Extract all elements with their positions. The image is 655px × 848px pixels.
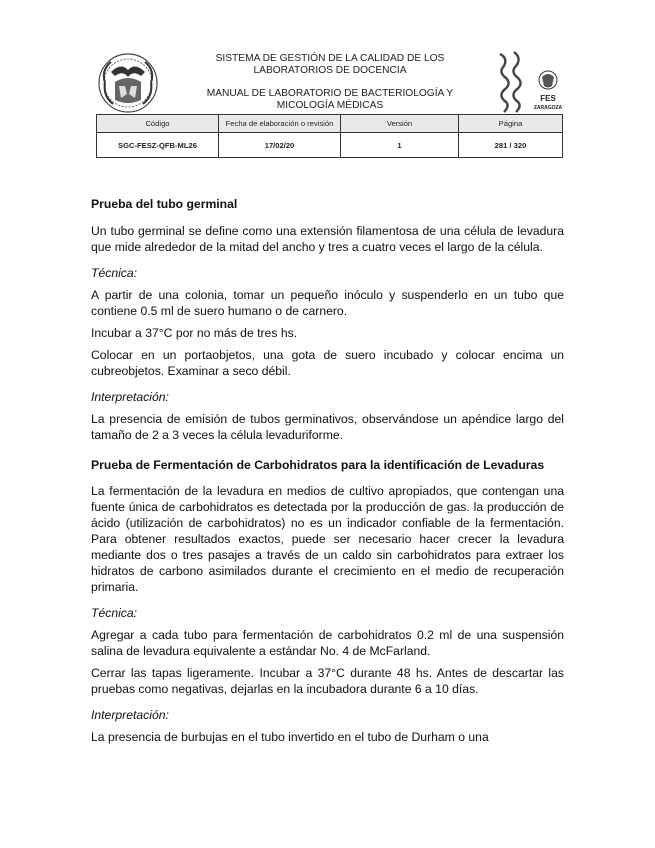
section-heading-fermentation: Prueba de Fermentación de Carbohidratos para la identificación de Levaduras (91, 458, 545, 472)
fes-logo-text: FES (540, 94, 556, 103)
fes-zaragoza-logo (494, 50, 564, 114)
table-row (97, 133, 563, 158)
system-title-line2: LABORATORIOS DE DOCENCIA (253, 65, 407, 76)
system-title-line1: SISTEMA DE GESTIÓN DE LA CALIDAD DE LOS (215, 53, 445, 64)
label-interpretation-2: Interpretación: (91, 708, 169, 722)
document-body (91, 196, 564, 745)
paragraph-inoculum: A partir de una colonia, tomar un pequeño inóculo y suspenderlo en un tubo que contiene 0.5 ml de suero humano o de carnero. (91, 288, 564, 318)
document-header (0, 0, 655, 160)
label-technique-1: Técnica: (91, 266, 138, 280)
document-control-table (96, 114, 563, 158)
paragraph-germ-tube-result: La presencia de emisión de tubos germinativos, observándose un apéndice largo del tamaño de 2 a 3 veces la célula levaduriforme. (91, 412, 564, 442)
value-code: SGC-FESZ-QFB-ML26 (97, 133, 219, 158)
value-page: 281 / 320 (459, 133, 563, 158)
value-date: 17/02/20 (219, 133, 341, 158)
table-header-row (97, 115, 563, 133)
paragraph-germ-tube-definition: Un tubo germinal se define como una extensión filamentosa de una célula de levadura que mide alrededor de la mitad del ancho y tres a cuatro veces el largo de la célula. (91, 224, 564, 254)
manual-title-line2: MICOLOGÍA MÉDICAS (276, 100, 384, 111)
paragraph-incubate: Incubar a 37°C por no más de tres hs. (91, 326, 298, 340)
manual-title-line1: MANUAL DE LABORATORIO DE BACTERIOLOGÍA Y (206, 88, 454, 99)
unam-logo (97, 52, 159, 114)
header-version: Versión (341, 115, 459, 133)
header-date: Fecha de elaboración o revisión (219, 115, 341, 133)
header-code: Código (97, 115, 219, 133)
fes-logo-subtext: ZARAGOZA (533, 105, 563, 111)
paragraph-bubbles: La presencia de burbujas en el tubo invertido en el tubo de Durham o una (91, 730, 489, 744)
label-interpretation-1: Interpretación: (91, 390, 169, 404)
section-heading-germ-tube: Prueba del tubo germinal (91, 197, 238, 211)
value-version: 1 (341, 133, 459, 158)
paragraph-incubation: Cerrar las tapas ligeramente. Incubar a 37°C durante 48 hs. Antes de descartar las pruebas como negativas, dejarlas en la incubadora durante 6 a 10 días. (91, 666, 564, 696)
header-page: Página (459, 115, 563, 133)
paragraph-suspension: Agregar a cada tubo para fermentación de carbohidratos 0.2 ml de una suspensión salina de levadura equivalente a estándar No. 4 de McFarland. (91, 628, 564, 658)
label-technique-2: Técnica: (91, 606, 138, 620)
paragraph-fermentation-intro: La fermentación de la levadura en medios de cultivo apropiados, que contengan una fuente única de carbohidratos es detectada por la producción de gas. la producción de ácido (utilización de carbohidratos) no es un indicador confiable de la fermentación. Para obtener resultados exactos, puede ser necesario hacer crecer la levadura mediante dos o tres pasajes a través de un caldo sin carbohidratos para extraer los hidratos de carbono asimilados durante el crecimiento en el medio de recuperación primaria. (91, 484, 564, 594)
paragraph-slide: Colocar en un portaobjetos, una gota de suero incubado y colocar encima un cubreobjetos. Examinar a seco débil. (91, 348, 564, 378)
